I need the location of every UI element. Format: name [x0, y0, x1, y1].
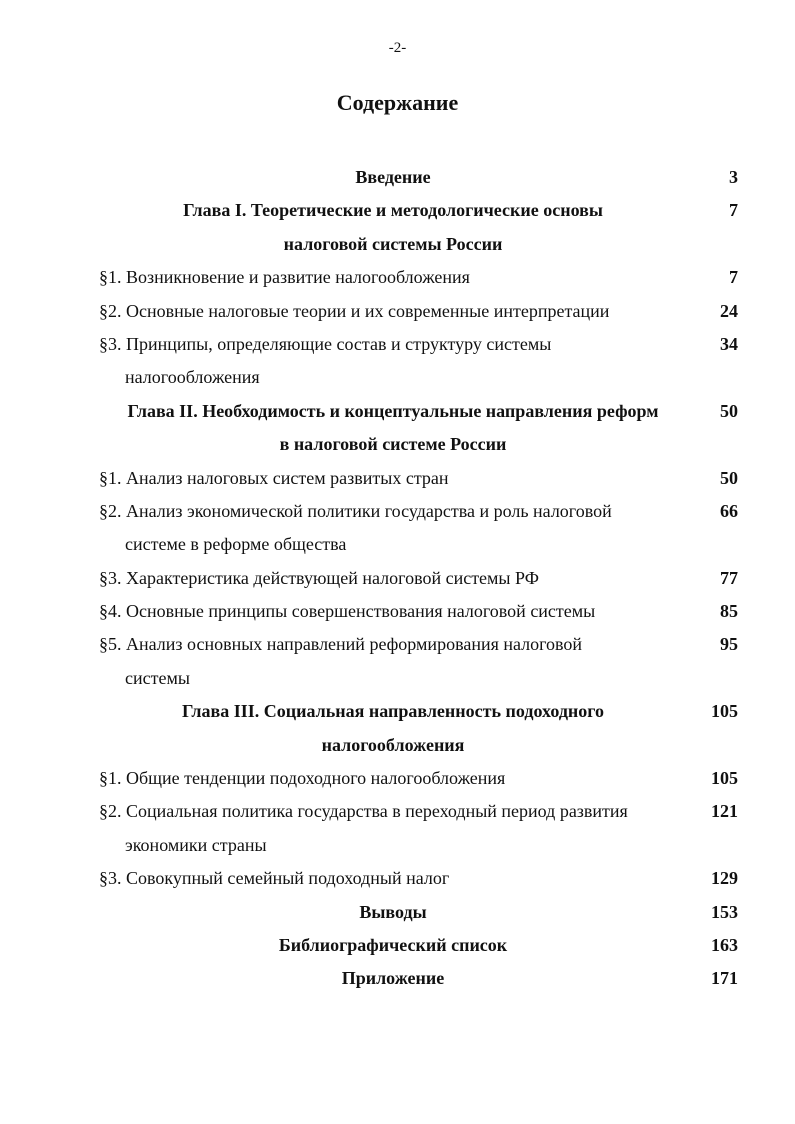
toc-entry-ch2-s5 — [0, 630, 795, 663]
toc-entry-ch3-s1 — [0, 764, 795, 797]
page-title: Содержание — [336, 90, 459, 115]
toc-entry-title: §3. Совокупный семейный подоходный налог — [99, 868, 450, 889]
toc-entry-page: 7 — [729, 267, 738, 288]
toc-entry-page: 95 — [720, 634, 738, 655]
toc-entry-title: §4. Основные принципы совершенствования налоговой системы — [99, 601, 596, 622]
toc-entry-ch2-s2-cont — [0, 530, 795, 563]
toc-entry-page: 163 — [711, 934, 738, 955]
toc-entry-introduction — [0, 163, 795, 196]
toc-entry-page: 50 — [720, 400, 738, 421]
toc-entry-page: 34 — [720, 333, 738, 354]
toc-entry-ch3-s2-cont — [0, 831, 795, 864]
toc-entry-ch1-s2 — [0, 297, 795, 330]
toc-entry-title: §5. Анализ основных направлений реформирования налоговой — [99, 634, 583, 655]
toc-entry-page: 105 — [711, 768, 738, 789]
table-of-contents — [0, 163, 795, 998]
toc-entry-ch2-s1 — [0, 464, 795, 497]
toc-entry-title: налогообложения — [321, 734, 465, 755]
toc-entry-title: §2. Анализ экономической политики государства и роль налоговой — [99, 500, 612, 521]
toc-entry-title: §2. Социальная политика государства в переходный период развития — [99, 801, 628, 822]
toc-entry-ch2-s4 — [0, 597, 795, 630]
toc-entry-chapter-1-cont — [0, 230, 795, 263]
toc-entry-page: 24 — [720, 300, 738, 321]
toc-entry-ch2-s5-cont — [0, 664, 795, 697]
toc-entry-title: §1. Возникновение и развитие налогообложения — [99, 267, 470, 288]
toc-entry-title: Введение — [355, 167, 431, 187]
toc-entry-chapter-2-cont — [0, 430, 795, 463]
toc-entry-chapter-3 — [0, 697, 795, 730]
toc-entry-title: Библиографический список — [278, 934, 508, 955]
toc-entry-page: 3 — [729, 167, 738, 187]
toc-entry-chapter-2 — [0, 397, 795, 430]
page-number: -2- — [388, 40, 407, 56]
toc-entry-title: Глава III. Социальная направленность подоходного — [181, 701, 605, 722]
toc-entry-page: 129 — [711, 868, 738, 889]
toc-entry-title: §2. Основные налоговые теории и их современные интерпретации — [99, 300, 610, 321]
toc-entry-title: системе в реформе общества — [125, 534, 347, 555]
toc-entry-ch3-s3 — [0, 864, 795, 897]
toc-entry-title: в налоговой системе России — [279, 434, 507, 455]
toc-entry-conclusions — [0, 898, 795, 931]
toc-entry-title: §3. Характеристика действующей налоговой системы РФ — [99, 567, 539, 588]
toc-entry-page: 153 — [711, 901, 738, 922]
toc-entry-title: §1. Анализ налоговых систем развитых стран — [99, 467, 449, 488]
toc-entry-page: 66 — [720, 500, 738, 521]
toc-entry-ch1-s1 — [0, 263, 795, 296]
toc-entry-page: 7 — [729, 200, 738, 221]
toc-entry-title: налоговой системы России — [283, 233, 503, 254]
toc-entry-ch2-s3 — [0, 564, 795, 597]
toc-entry-title: Глава I. Теоретические и методологические основы — [183, 200, 603, 221]
toc-entry-title: §1. Общие тенденции подоходного налогообложения — [99, 768, 506, 789]
toc-entry-title: §3. Принципы, определяющие состав и структуру системы — [99, 333, 552, 354]
toc-entry-page: 171 — [711, 968, 738, 989]
toc-entry-title: Приложение — [341, 968, 445, 989]
toc-entry-title: Глава II. Необходимость и концептуальные направления реформ — [127, 400, 659, 421]
toc-entry-page: 77 — [720, 567, 738, 588]
toc-entry-appendix — [0, 964, 795, 997]
toc-entry-title: Выводы — [359, 901, 427, 922]
toc-entry-title: налогообложения — [125, 367, 260, 388]
toc-entry-page: 121 — [711, 801, 738, 822]
toc-entry-chapter-1 — [0, 196, 795, 229]
toc-entry-ch2-s2 — [0, 497, 795, 530]
toc-entry-title: системы — [125, 667, 190, 688]
toc-entry-chapter-3-cont — [0, 731, 795, 764]
toc-entry-page: 105 — [711, 701, 738, 722]
toc-entry-bibliography — [0, 931, 795, 964]
toc-entry-page: 50 — [720, 467, 738, 488]
toc-entry-title: экономики страны — [125, 834, 267, 855]
toc-entry-ch1-s3-cont — [0, 363, 795, 396]
toc-entry-page: 85 — [720, 601, 738, 622]
toc-entry-ch1-s3 — [0, 330, 795, 363]
toc-entry-ch3-s2 — [0, 797, 795, 830]
